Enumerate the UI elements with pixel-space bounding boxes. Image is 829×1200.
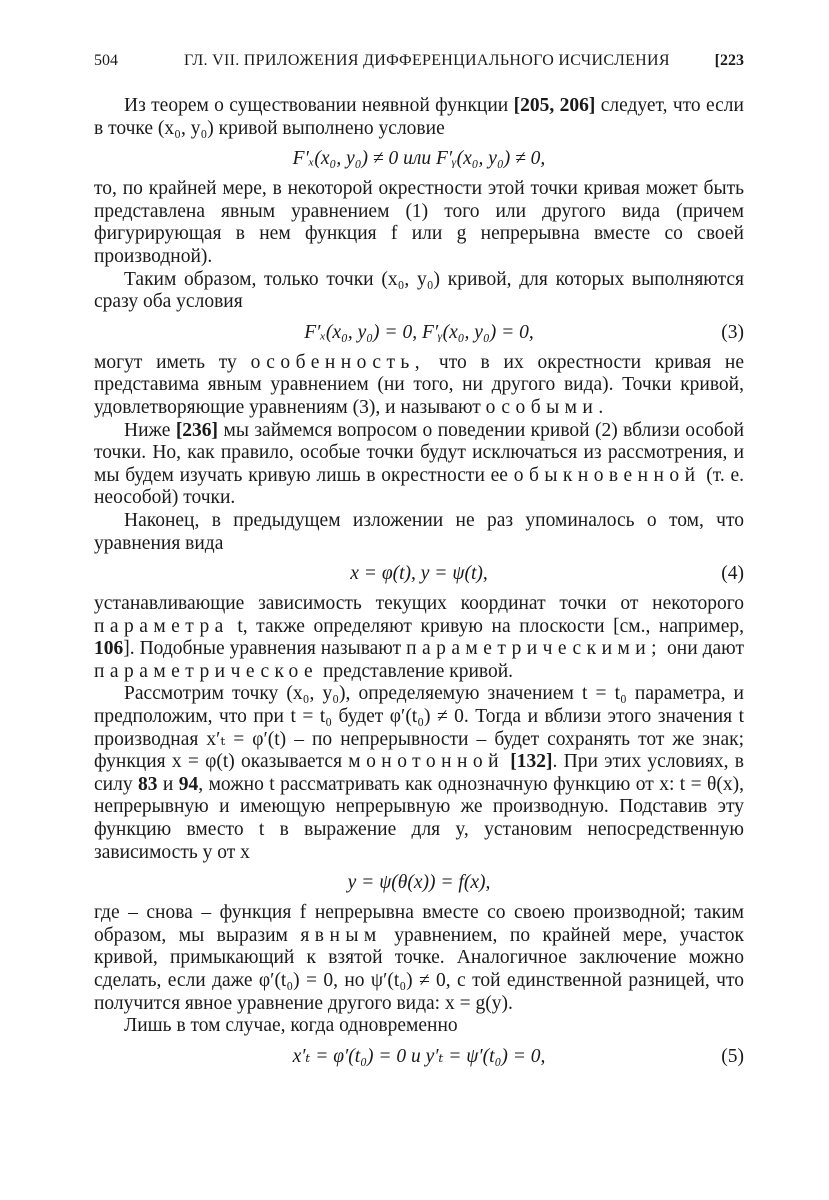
paragraph-8: Рассмотрим точку (x₀, y₀), определяемую значением t = t₀ параметра, и предположим, что при t = t₀ будет φ′(t₀) ≠ 0. Тогда и вблизи этого значения t производная x′ₜ = φ′(t) – по непрерывности – будет сохранять тот же знак; функция x = φ(t) оказывается монотонной [132]. При этих условиях, в силу 83 и 94, можно t рассматривать как однозначную функцию от x: t = θ(x), непрерывную и имеющую непрерывную же производную. Подставив эту функцию вместо t в выражение для y, установим непосредственную зависимость y от x bbox=[94, 683, 745, 863]
equation-4: x = φ(t), y = ψ(t), (4) bbox=[94, 555, 744, 593]
page-body bbox=[94, 95, 744, 1076]
equation-5: y = ψ(θ(x)) = f(x), bbox=[347, 872, 491, 894]
equation-1: F′ₓ(x₀, y₀) ≠ 0 или F′ᵧ(x₀, y₀) ≠ 0, bbox=[292, 148, 546, 170]
paragraph-9: где – снова – функция f непрерывна вместе со своею производной; таким образом, мы выразим явным уравнением, по крайней мере, участок кривой, примыкающий к взятой точке. Аналогичное заключение можно сделать, если даже φ′(t₀) = 0, но ψ′(t₀) ≠ 0, с той единственной разницей, что получится явное уравнение другого вида: x = g(y). bbox=[94, 902, 744, 1014]
paragraph-6: Наконец, в предыдущем изложении не раз упоминалось о том, что уравнения вида bbox=[94, 509, 744, 554]
equation-3: F′ₓ(x₀, y₀) = 0, F′ᵧ(x₀, y₀) = 0, (3) bbox=[94, 314, 744, 352]
equation-number: (4) bbox=[721, 563, 744, 585]
paragraph-7: устанавливающие зависимость текущих координат точки от некоторого параметра t, также определяют кривую на плоскости [см., например, 106]. Подобные уравнения называют параметрическими; они дают параметрическое представление кривой. bbox=[94, 593, 744, 682]
equation-number: (3) bbox=[721, 321, 744, 343]
paragraph-5: Ниже [236] мы займемся вопросом о поведении кривой (2) вблизи особой точки. Но, как правило, особые точки будут исключаться из рассмотрения, и мы будем изучать кривую лишь в окрестности ее обыкновенной (т. е. неособой) точки. bbox=[94, 419, 745, 509]
page-number: 504 bbox=[94, 52, 118, 69]
running-header bbox=[94, 52, 744, 76]
paragraph-1: Из теорем о существовании неявной функции [205, 206] следует, что если в точке (x₀, y₀) кривой выполнено условие bbox=[94, 95, 744, 139]
equation-6: x′ₜ = φ′(t₀) = 0 и y′ₜ = ψ′(t₀) = 0, (5) bbox=[94, 1038, 744, 1076]
paragraph-2: то, по крайней мере, в некоторой окрестности этой точки кривая может быть представлена явным уравнением (1) того или другого вида (причем фигурирующая в нем функция f или g непрерывна вместе со своей производной). bbox=[94, 178, 744, 267]
paragraph-3: Таким образом, только точки (x₀, y₀) кривой, для которых выполняются сразу оба условия bbox=[94, 268, 744, 313]
section-number: [223 bbox=[714, 52, 744, 69]
running-title: ГЛ. VII. ПРИЛОЖЕНИЯ ДИФФЕРЕНЦИАЛЬНОГО ИСЧИСЛЕНИЯ bbox=[184, 52, 670, 69]
equation-number: (5) bbox=[721, 1045, 744, 1067]
paragraph-10: Лишь в том случае, когда одновременно bbox=[124, 1015, 458, 1037]
paragraph-4: могут иметь ту особенность, что в их окрестности кривая не представима явным уравнением (ни того, ни другого вида). Точки кривой, удовлетворяющие уравнениям (3), и называют особыми. bbox=[94, 351, 744, 418]
